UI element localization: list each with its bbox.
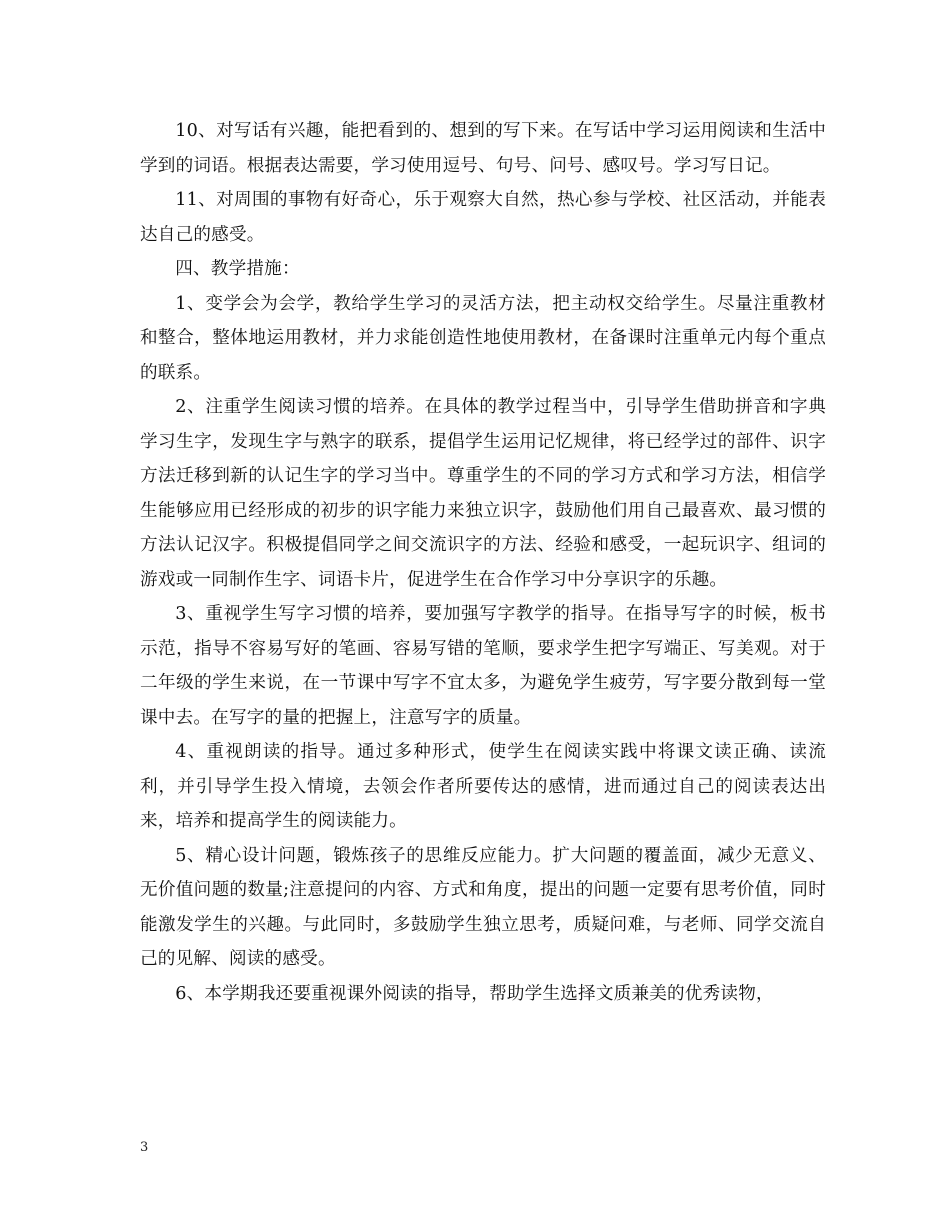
- section-heading-teaching-measures: 四、教学措施：: [175, 259, 300, 279]
- paragraph-measure-5: 5、精心设计问题，锻炼孩子的思维反应能力。扩大问题的覆盖面，减少无意义、无价值问题的数量;注意提问的内容、方式和角度，提出的问题一定要有思考价值，同时能激发学生的兴趣。与此同时，多鼓励学生独立思考，质疑问难，与老师、同学交流自己的见解、阅读的感受。: [140, 845, 826, 969]
- paragraph-measure-6: 6、本学期我还要重视课外阅读的指导，帮助学生选择文质兼美的优秀读物，: [175, 983, 774, 1004]
- document-body: [140, 114, 826, 1011]
- paragraph-writing-interest: 10、对写话有兴趣，能把看到的、想到的写下来。在写话中学习运用阅读和生活中学到的词语。根据表达需要，学习使用逗号、句号、问号、感叹号。学习写日记。: [140, 121, 826, 176]
- paragraph-measure-1: 1、变学会为会学，教给学生学习的灵活方法，把主动权交给学生。尽量注重教材和整合，整体地运用教材，并力求能创造性地使用教材，在备课时注重单元内每个重点的联系。: [140, 293, 826, 383]
- paragraph-measure-4: 4、重视朗读的指导。通过多种形式，使学生在阅读实践中将课文读正确、读流利，并引导学生投入情境，去领会作者所要传达的感情，进而通过自己的阅读表达出来，培养和提高学生的阅读能力。: [140, 742, 826, 831]
- paragraph-measure-3: 3、重视学生写字习惯的培养，要加强写字教学的指导。在指导写字的时候，板书示范，指导不容易写好的笔画、容易写错的笔顺，要求学生把字写端正、写美观。对于二年级的学生来说，在一节课中写字不宜太多，为避免学生疲劳，写字要分散到每一堂课中去。在写字的量的把握上，注意写字的质量。: [140, 604, 826, 728]
- paragraph-measure-2: 2、注重学生阅读习惯的培养。在具体的教学过程当中，引导学生借助拼音和字典学习生字，发现生字与熟字的联系，提倡学生运用记忆规律，将已经学过的部件、识字方法迁移到新的认记生字的学习当中。尊重学生的不同的学习方式和学习方法，相信学生能够应用已经形成的初步的识字能力来独立识字，鼓励他们用自己最喜欢、最习惯的方法认记汉字。积极提倡同学之间交流识字的方法、经验和感受，一起玩识字、组词的游戏或一同制作生字、词语卡片，促进学生在合作学习中分享识字的乐趣。: [140, 397, 826, 590]
- paragraph-curiosity: 11、对周围的事物有好奇心，乐于观察大自然，热心参与学校、社区活动，并能表达自己的感受。: [140, 190, 826, 245]
- page-number: 3: [140, 1140, 149, 1155]
